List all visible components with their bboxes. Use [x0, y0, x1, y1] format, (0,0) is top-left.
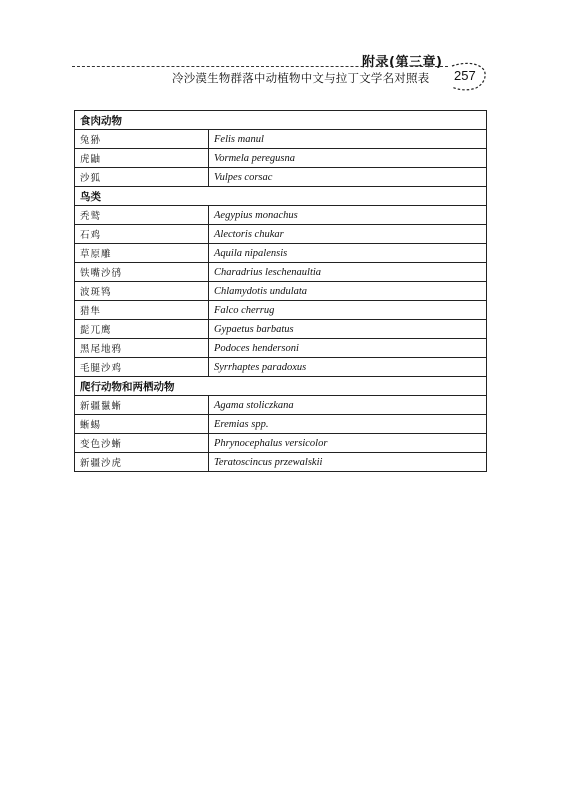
table-row [75, 339, 487, 358]
category-row [75, 377, 487, 396]
table-row [75, 320, 487, 339]
table-row [75, 453, 487, 472]
table-row [75, 130, 487, 149]
latin-name: Phrynocephalus versicolor [209, 434, 487, 453]
chinese-name: 兔狲 [75, 130, 209, 149]
page-number: 257 [454, 68, 476, 83]
latin-name: Falco cherrug [209, 301, 487, 320]
table-row [75, 415, 487, 434]
table-row [75, 396, 487, 415]
latin-name: Teratoscincus przewalskii [209, 453, 487, 472]
page-number-badge [448, 62, 486, 90]
species-table [74, 110, 487, 472]
chinese-name: 石鸡 [75, 225, 209, 244]
category-title: 爬行动物和两栖动物 [75, 377, 487, 396]
latin-name: Charadrius leschenaultia [209, 263, 487, 282]
category-row [75, 111, 487, 130]
chinese-name: 髭兀鹰 [75, 320, 209, 339]
latin-name: Alectoris chukar [209, 225, 487, 244]
table-row [75, 263, 487, 282]
latin-name: Agama stoliczkana [209, 396, 487, 415]
chinese-name: 草原雕 [75, 244, 209, 263]
chinese-name: 新疆鬣蜥 [75, 396, 209, 415]
latin-name: Vormela peregusna [209, 149, 487, 168]
latin-name: Aquila nipalensis [209, 244, 487, 263]
table-row [75, 168, 487, 187]
chinese-name: 虎鼬 [75, 149, 209, 168]
chinese-name: 沙狐 [75, 168, 209, 187]
table-row [75, 225, 487, 244]
table-row [75, 244, 487, 263]
category-title: 鸟类 [75, 187, 487, 206]
table-row [75, 149, 487, 168]
latin-name: Syrrhaptes paradoxus [209, 358, 487, 377]
latin-name: Eremias spp. [209, 415, 487, 434]
chapter-title: 附录(第三章) [362, 55, 443, 70]
chinese-name: 秃鹫 [75, 206, 209, 225]
category-title: 食肉动物 [75, 111, 487, 130]
chinese-name: 变色沙蜥 [75, 434, 209, 453]
latin-name: Gypaetus barbatus [209, 320, 487, 339]
header-divider [72, 66, 448, 67]
chinese-name: 铁嘴沙鸻 [75, 263, 209, 282]
running-header: 冷沙漠生物群落中动植物中文与拉丁文学名对照表 [172, 71, 430, 85]
chinese-name: 猎隼 [75, 301, 209, 320]
table-row [75, 206, 487, 225]
chinese-name: 波斑鸨 [75, 282, 209, 301]
latin-name: Podoces hendersoni [209, 339, 487, 358]
category-row [75, 187, 487, 206]
table-row [75, 301, 487, 320]
chinese-name: 黑尾地鸦 [75, 339, 209, 358]
latin-name: Vulpes corsac [209, 168, 487, 187]
latin-name: Felis manul [209, 130, 487, 149]
latin-name: Aegypius monachus [209, 206, 487, 225]
chinese-name: 毛腿沙鸡 [75, 358, 209, 377]
table-row [75, 358, 487, 377]
table-row [75, 434, 487, 453]
chinese-name: 新疆沙虎 [75, 453, 209, 472]
chinese-name: 蜥蜴 [75, 415, 209, 434]
latin-name: Chlamydotis undulata [209, 282, 487, 301]
table-row [75, 282, 487, 301]
